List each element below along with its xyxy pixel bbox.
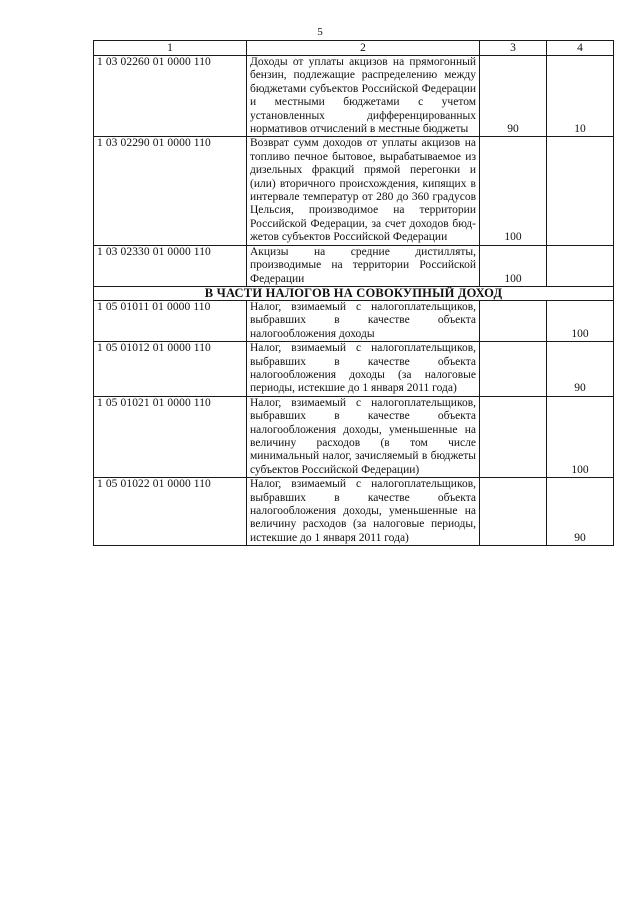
row-description: Налог, взимаемый с налогоплательщиков, выбравших в качестве объекта налогообложения доходы, уменьшенные на величину расходов (в том числе минимальный налог, зачисляемый в бюджеты субъектов Российской Федерации): [247, 396, 480, 477]
column-4-value: 10: [547, 56, 614, 137]
budget-code: 1 03 02330 01 0000 110: [94, 245, 247, 286]
row-description: Акцизы на средние дистилляты, производимые на территории Российской Федерации: [247, 245, 480, 286]
revenue-distribution-table: [93, 40, 614, 546]
column-header-1: 1: [94, 41, 247, 56]
row-description: Налог, взимаемый с налогоплательщиков, выбравших в качестве объекта налогообложения доходы: [247, 300, 480, 341]
table-row: [94, 245, 614, 286]
table-row: [94, 396, 614, 477]
column-header-2: 2: [247, 41, 480, 56]
column-3-value: 100: [480, 245, 547, 286]
budget-code: 1 05 01011 01 0000 110: [94, 300, 247, 341]
column-header-3: 3: [480, 41, 547, 56]
table-row: [94, 342, 614, 397]
section-heading-row: [94, 286, 614, 300]
column-header-4: 4: [547, 41, 614, 56]
column-3-value: [480, 300, 547, 341]
row-description: Налог, взимаемый с налогоплательщиков, выбравших в качестве объекта налогообложения доходы (за налоговые периоды, истекшие до 1 января 2011 года): [247, 342, 480, 397]
column-3-value: [480, 342, 547, 397]
column-3-value: 100: [480, 137, 547, 245]
column-4-value: 100: [547, 300, 614, 341]
column-3-value: [480, 478, 547, 546]
column-3-value: 90: [480, 56, 547, 137]
table-header-row: [94, 41, 614, 56]
column-3-value: [480, 396, 547, 477]
table-row: [94, 478, 614, 546]
column-4-value: 90: [547, 478, 614, 546]
column-4-value: 90: [547, 342, 614, 397]
budget-code: 1 05 01021 01 0000 110: [94, 396, 247, 477]
budget-code: 1 03 02290 01 0000 110: [94, 137, 247, 245]
budget-code: 1 05 01012 01 0000 110: [94, 342, 247, 397]
table-row: [94, 137, 614, 245]
row-description: Возврат сумм доходов от уплаты акцизов на топливо печное бытовое, вырабатываемое из дизельных фракций прямой перегонки и (или) вторичного происхождения, кипящих в интервале температур от 280 до 360 градусов Цельсия, производимое на территории Российской Федерации, за счет доходов бюджетов субъектов Российской Федерации: [247, 137, 480, 245]
page-number: 5: [317, 26, 323, 38]
column-4-value: 100: [547, 396, 614, 477]
table-row: [94, 56, 614, 137]
row-description: Налог, взимаемый с налогоплательщиков, выбравших в качестве объекта налогообложения доходы, уменьшенные на величину расходов (за налоговые периоды, истекшие до 1 января 2011 года): [247, 478, 480, 546]
budget-code: 1 03 02260 01 0000 110: [94, 56, 247, 137]
column-4-value: [547, 137, 614, 245]
table-row: [94, 300, 614, 341]
row-description: Доходы от уплаты акцизов на прямогонный бензин, подлежащие распределению между бюджетами субъектов Российской Федерации и местными бюджетами с учетом установленных дифференцированных нормативов отчислений в местные бюджеты: [247, 56, 480, 137]
budget-code: 1 05 01022 01 0000 110: [94, 478, 247, 546]
column-4-value: [547, 245, 614, 286]
section-title: В ЧАСТИ НАЛОГОВ НА СОВОКУПНЫЙ ДОХОД: [94, 286, 614, 300]
